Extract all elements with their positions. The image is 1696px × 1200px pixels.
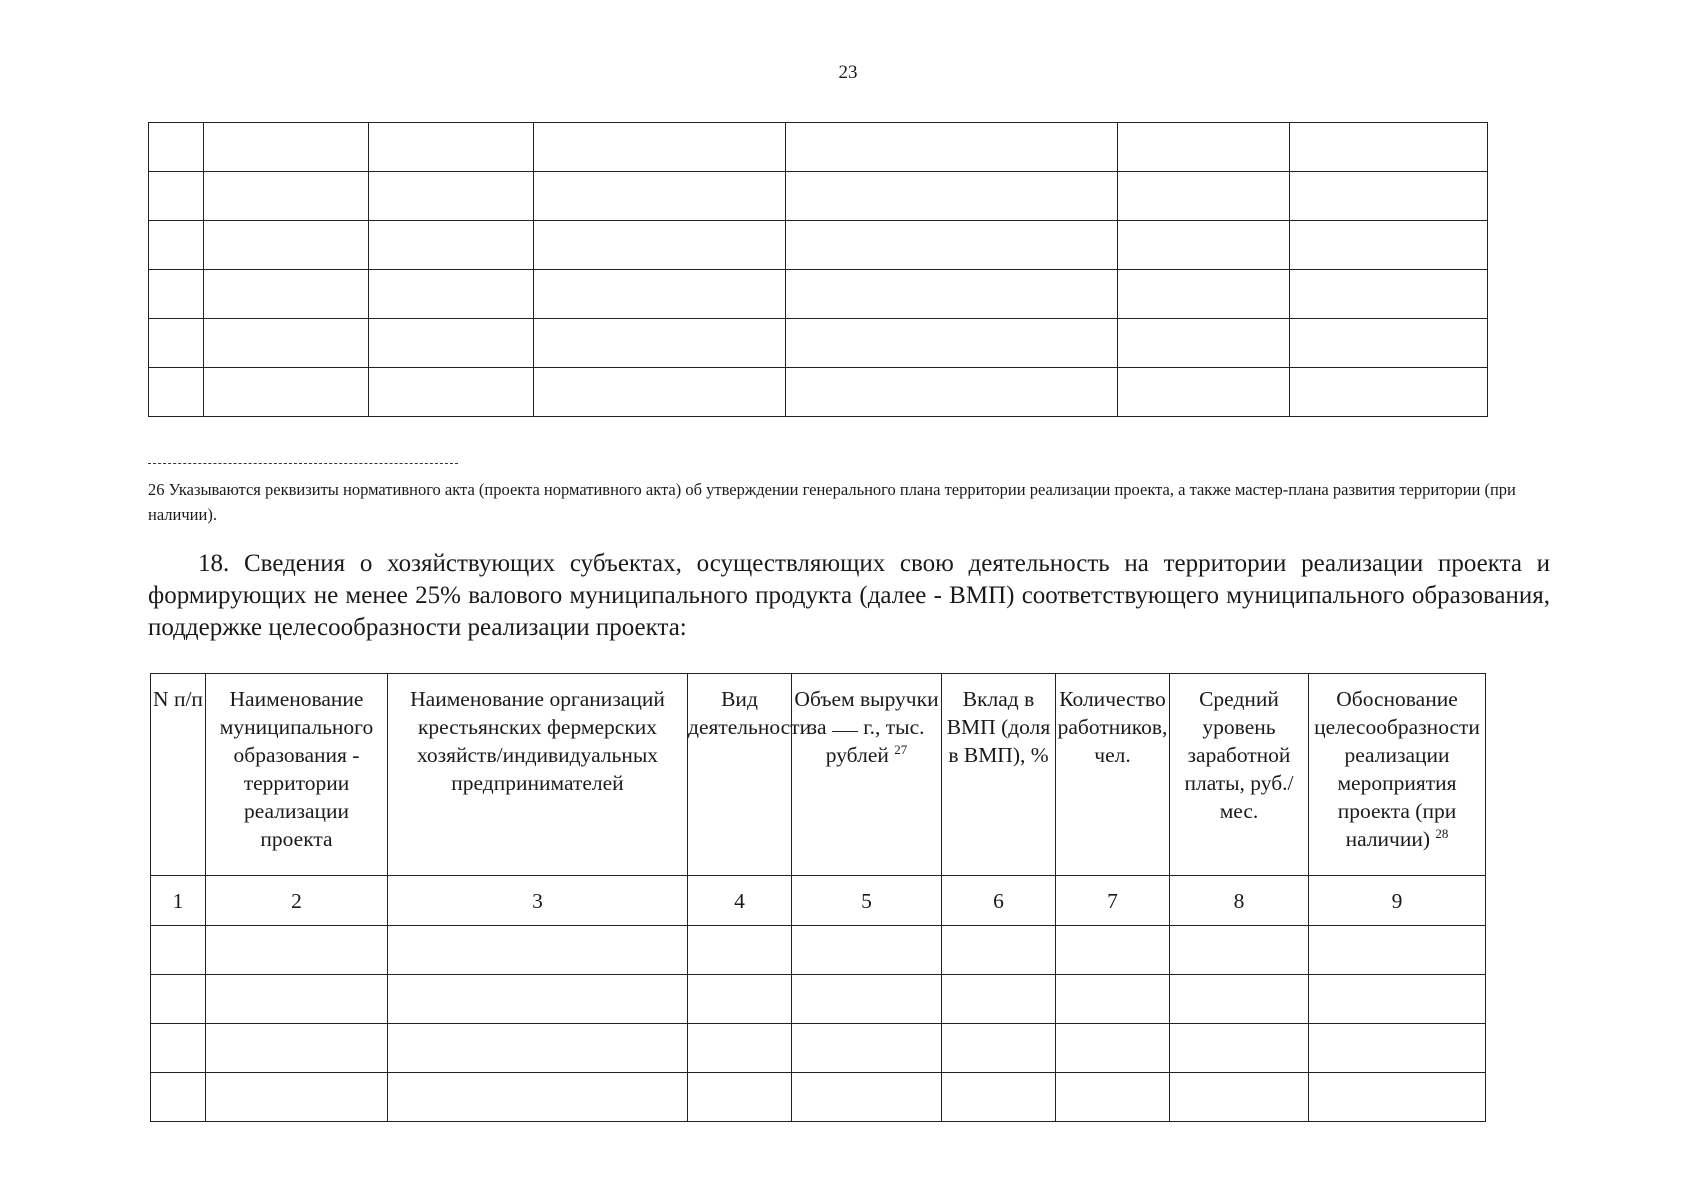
header-col-9: Обоснование целесообразности реализации мероприятия проекта (при наличии) $^{28}$ <box>1309 674 1486 876</box>
empty-cell <box>1309 1073 1486 1122</box>
empty-cell <box>369 319 534 368</box>
empty-cell <box>369 172 534 221</box>
header-col-2: Наименование муниципального образования - территории реализации проекта <box>206 674 388 876</box>
empty-cell <box>1056 1024 1170 1073</box>
empty-cell <box>1170 926 1309 975</box>
empty-cell <box>1056 926 1170 975</box>
empty-cell <box>369 123 534 172</box>
empty-cell <box>369 270 534 319</box>
section-number: 18. <box>198 550 230 577</box>
empty-cell <box>1056 975 1170 1024</box>
column-number: 6 <box>942 876 1056 926</box>
header-col-1: N п/п <box>151 674 206 876</box>
empty-cell <box>792 1073 942 1122</box>
column-number: 7 <box>1056 876 1170 926</box>
empty-cell <box>792 926 942 975</box>
empty-cell <box>688 926 792 975</box>
page-number: 23 <box>838 62 858 83</box>
empty-cell <box>1309 975 1486 1024</box>
empty-cell <box>1290 221 1488 270</box>
column-number: 5 <box>792 876 942 926</box>
footnote-text: Указываются реквизиты нормативного акта (проекта нормативного акта) об утверждении генерального плана территории реализации проекта, а также мастер-плана развития территории (при наличии). <box>148 480 1516 524</box>
footnote-separator <box>148 463 458 464</box>
empty-cell <box>1290 368 1488 417</box>
empty-cell <box>534 270 786 319</box>
empty-cell <box>534 221 786 270</box>
empty-cell <box>151 1073 206 1122</box>
empty-cell <box>688 975 792 1024</box>
empty-cell <box>1118 368 1290 417</box>
empty-cell <box>786 319 1118 368</box>
column-number: 1 <box>151 876 206 926</box>
empty-cell <box>388 1024 688 1073</box>
header-col-8: Средний уровень заработной платы, руб./мес. <box>1170 674 1309 876</box>
header-col-7: Количество работников, чел. <box>1056 674 1170 876</box>
table-row <box>149 368 1488 417</box>
empty-cell <box>1118 270 1290 319</box>
table-row <box>149 123 1488 172</box>
column-number: 9 <box>1309 876 1486 926</box>
empty-cell <box>204 172 369 221</box>
empty-cell <box>1290 319 1488 368</box>
empty-cell <box>151 1024 206 1073</box>
empty-cell <box>204 221 369 270</box>
header-col-3: Наименование организаций крестьянских фермерских хозяйств/индивидуальных предпринимателей <box>388 674 688 876</box>
section-18-paragraph <box>148 548 1550 644</box>
empty-cell <box>204 368 369 417</box>
empty-cell <box>792 975 942 1024</box>
empty-cell <box>688 1024 792 1073</box>
column-number: 4 <box>688 876 792 926</box>
empty-cell <box>149 368 204 417</box>
empty-cell <box>786 368 1118 417</box>
empty-cell <box>1118 319 1290 368</box>
empty-cell <box>1290 123 1488 172</box>
empty-cell <box>786 123 1118 172</box>
empty-cell <box>792 1024 942 1073</box>
empty-cell <box>388 1073 688 1122</box>
column-number-row <box>151 876 1486 926</box>
empty-cell <box>151 975 206 1024</box>
empty-cell <box>151 926 206 975</box>
empty-cell <box>388 926 688 975</box>
empty-cell <box>942 926 1056 975</box>
footnote-ref-28: 28 <box>1435 826 1449 841</box>
header-col-4: Вид деятельности <box>688 674 792 876</box>
empty-cell <box>1170 1024 1309 1073</box>
empty-cell <box>534 319 786 368</box>
header-col-6: Вклад в ВМП (доля в ВМП), % <box>942 674 1056 876</box>
empty-cell <box>388 975 688 1024</box>
empty-cell <box>206 926 388 975</box>
empty-cell <box>1170 1073 1309 1122</box>
empty-cell <box>1309 926 1486 975</box>
empty-cell <box>1118 123 1290 172</box>
empty-cell <box>1290 172 1488 221</box>
empty-cell <box>369 221 534 270</box>
empty-cell <box>942 975 1056 1024</box>
empty-cell <box>369 368 534 417</box>
empty-cell <box>204 123 369 172</box>
footnote <box>148 477 1548 527</box>
empty-cell <box>149 319 204 368</box>
table-row <box>151 1073 1486 1122</box>
table-row <box>151 975 1486 1024</box>
empty-cell <box>1170 975 1309 1024</box>
empty-cell <box>786 221 1118 270</box>
table-row <box>151 926 1486 975</box>
empty-cell <box>149 123 204 172</box>
table-row <box>149 319 1488 368</box>
continuation-table <box>148 122 1488 417</box>
empty-cell <box>1290 270 1488 319</box>
footnote-number: 26 <box>148 480 165 499</box>
column-number: 2 <box>206 876 388 926</box>
section-text: Сведения о хозяйствующих субъектах, осуществляющих свою деятельность на территории реализации проекта и формирующих не менее 25% валового муниципального продукта (далее - ВМП) соответствующего муниципального образования, поддержке целесообразности реализации проекта: <box>148 550 1551 641</box>
empty-cell <box>688 1073 792 1122</box>
empty-cell <box>534 123 786 172</box>
empty-cell <box>942 1073 1056 1122</box>
empty-cell <box>206 1024 388 1073</box>
table-row <box>149 172 1488 221</box>
empty-cell <box>534 368 786 417</box>
empty-cell <box>1118 172 1290 221</box>
empty-cell <box>149 172 204 221</box>
empty-cell <box>534 172 786 221</box>
empty-cell <box>786 270 1118 319</box>
column-number: 3 <box>388 876 688 926</box>
empty-cell <box>206 1073 388 1122</box>
footnote-ref-27: 27 <box>894 742 908 757</box>
table-row <box>151 1024 1486 1073</box>
empty-cell <box>1309 1024 1486 1073</box>
table-row <box>149 270 1488 319</box>
empty-cell <box>1118 221 1290 270</box>
header-col-5: Объем выручки за г., тыс. рублей $^{27}$ <box>792 674 942 876</box>
table-header-row <box>151 674 1486 876</box>
empty-cell <box>786 172 1118 221</box>
empty-cell <box>206 975 388 1024</box>
empty-cell <box>204 319 369 368</box>
empty-cell <box>1056 1073 1170 1122</box>
empty-cell <box>942 1024 1056 1073</box>
empty-cell <box>149 270 204 319</box>
column-number: 8 <box>1170 876 1309 926</box>
economic-entities-table <box>150 673 1486 1122</box>
table-row <box>149 221 1488 270</box>
empty-cell <box>204 270 369 319</box>
empty-cell <box>149 221 204 270</box>
